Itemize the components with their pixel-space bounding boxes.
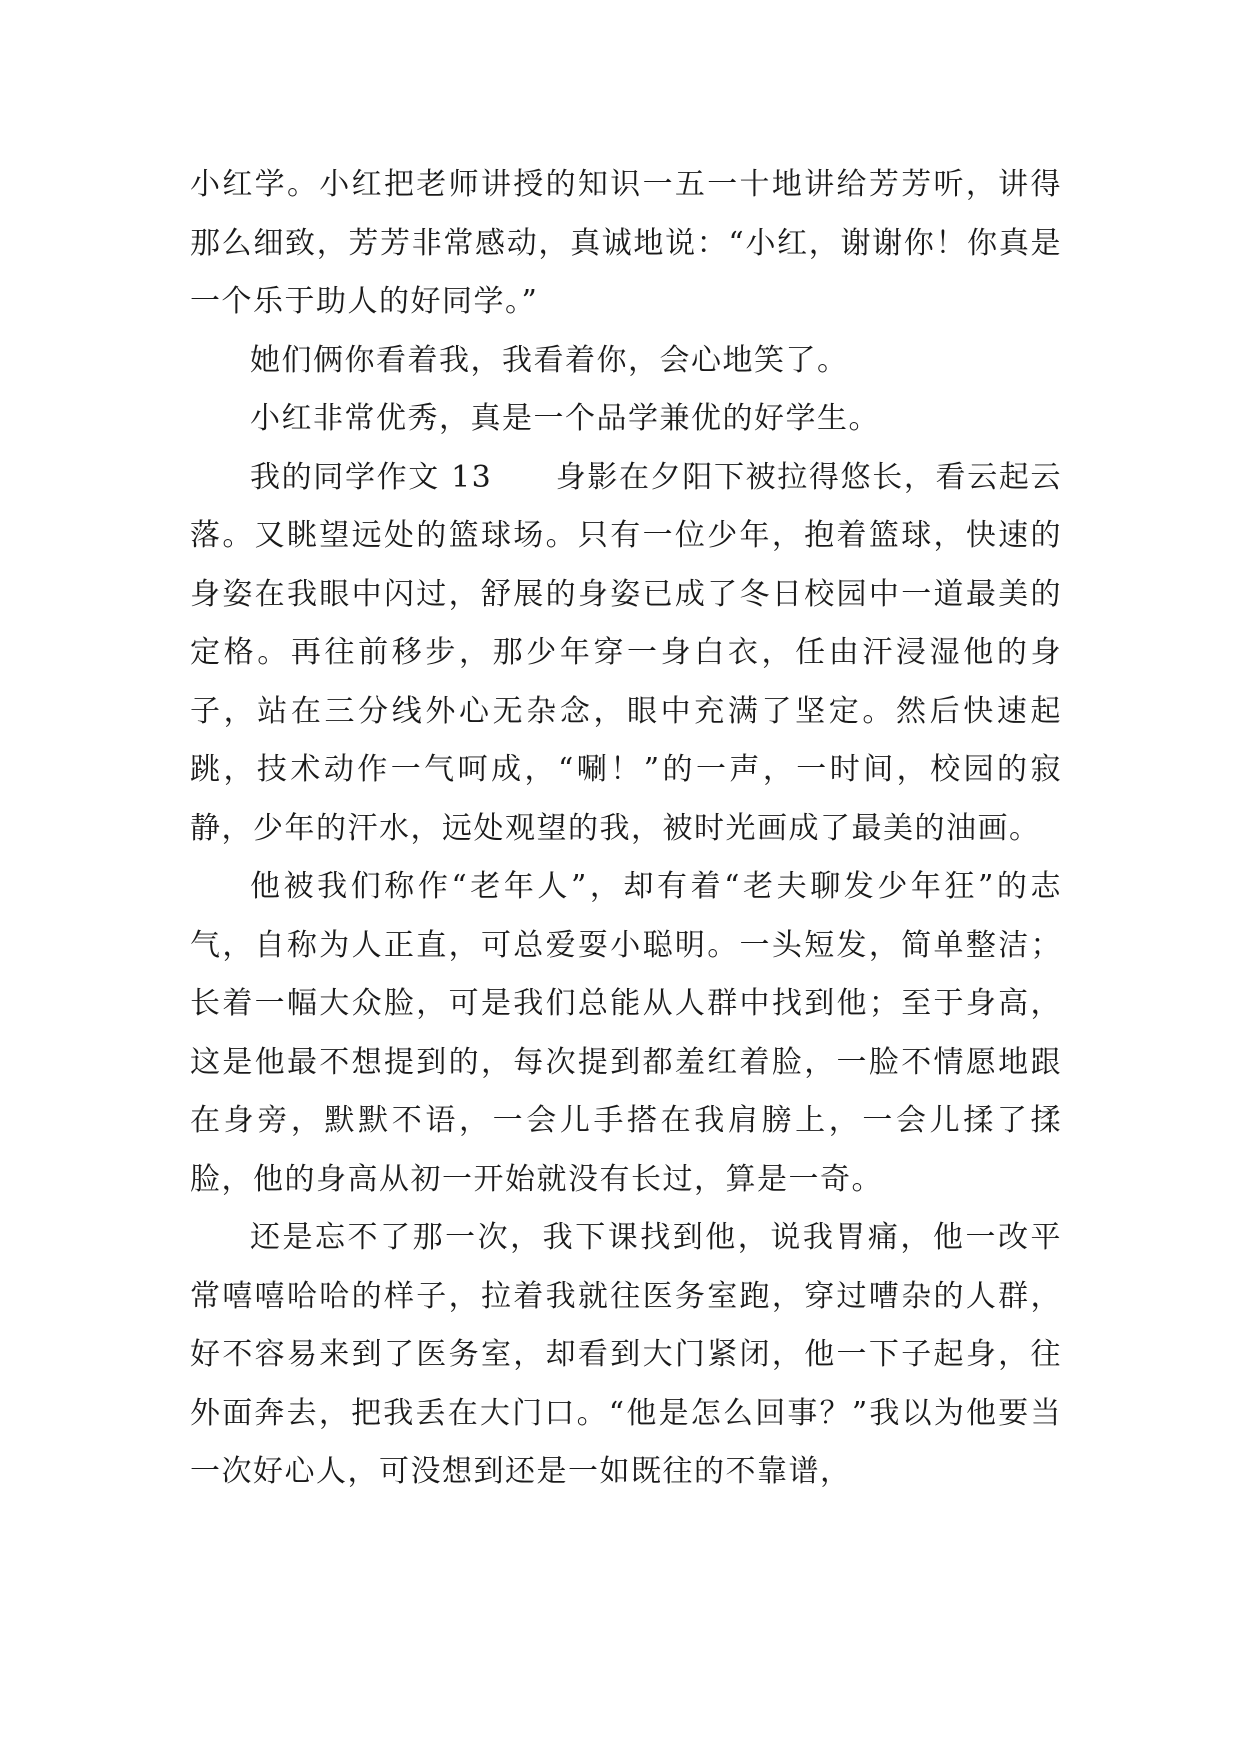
paragraph-text: 小红学。小红把老师讲授的知识一五一十地讲给芳芳听，讲得那么细致，芳芳非常感动，真诚地说：“小红，谢谢你！你真是一个乐于助人的好同学。” — [190, 167, 1062, 319]
paragraph-6 — [190, 1209, 1062, 1502]
paragraph-text: 还是忘不了那一次，我下课找到他，说我胃痛，他一改平常嘻嘻哈哈的样子，拉着我就往医务室跑，穿过嘈杂的人群，好不容易来到了医务室，却看到大门紧闭，他一下子起身，往外面奔去，把我丢在大门口。“他是怎么回事？”我以为他要当一次好心人，可没想到还是一如既往的不靠谱， — [190, 1220, 1062, 1489]
paragraph-5 — [190, 858, 1062, 1209]
paragraph-text: 他被我们称作“老年人”，却有着“老夫聊发少年狂”的志气，自称为人正直，可总爱耍小聪明。一头短发，简单整洁；长着一幅大众脸，可是我们总能从人群中找到他；至于身高，这是他最不想提到的，每次提到都羞红着脸，一脸不情愿地跟在身旁，默默不语，一会儿手搭在我肩膀上，一会儿揉了揉脸，他的身高从初一开始就没有长过，算是一奇。 — [190, 869, 1062, 1197]
document-page — [190, 156, 1062, 1502]
paragraph-text: 她们俩你看着我，我看着你，会心地笑了。 — [250, 342, 849, 378]
paragraph-1 — [190, 156, 1062, 332]
paragraph-text: 小红非常优秀，真是一个品学兼优的好学生。 — [250, 401, 880, 436]
paragraph-4 — [190, 449, 1062, 859]
paragraph-3 — [190, 390, 1062, 449]
paragraph-text: 我的同学作文 13 身影在夕阳下被拉得悠长，看云起云落。又眺望远处的篮球场。只有一位少年，抱着篮球，快速的身姿在我眼中闪过，舒展的身姿已成了冬日校园中一道最美的定格。再往前移步，那少年穿一身白衣，任由汗浸湿他的身子，站在三分线外心无杂念，眼中充满了坚定。然后快速起跳，技术动作一气呵成，“唰！”的一声，一时间，校园的寂静，少年的汗水，远处观望的我，被时光画成了最美的油画。 — [190, 459, 1062, 846]
paragraph-2 — [190, 332, 1062, 391]
